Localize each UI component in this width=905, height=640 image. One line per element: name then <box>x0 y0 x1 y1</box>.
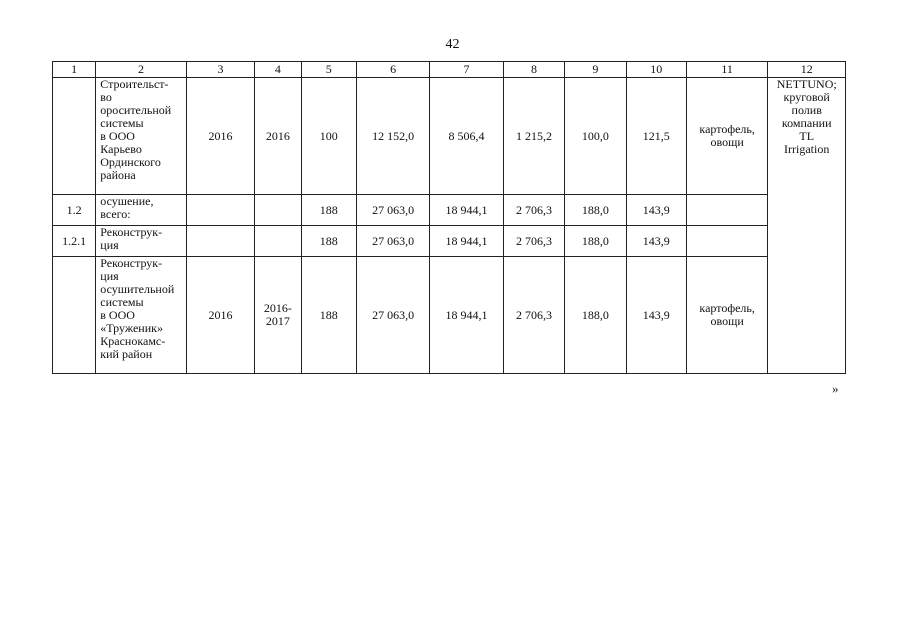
header-cell: 6 <box>356 62 429 78</box>
cell-crops <box>686 226 768 257</box>
header-cell: 3 <box>186 62 254 78</box>
cell-value-6: 27 063,0 <box>356 226 429 257</box>
header-cell: 10 <box>626 62 686 78</box>
text-line: ция <box>100 238 119 252</box>
header-cell: 2 <box>96 62 187 78</box>
cell-year-start <box>186 195 254 226</box>
cell-year-start: 2016 <box>186 78 254 195</box>
text-line: 2017 <box>265 314 290 328</box>
cell-year-start: 2016 <box>186 257 254 374</box>
closing-quote: » <box>832 381 839 396</box>
object-name <box>96 78 187 195</box>
text-line: всего: <box>100 207 131 221</box>
text-line: района <box>100 168 136 182</box>
cell-area: 100 <box>301 78 356 195</box>
text-line: 2016- <box>263 301 292 315</box>
cell-year-end <box>255 226 301 257</box>
text-line: картофель, <box>699 301 755 315</box>
table-row <box>53 195 846 226</box>
text-line: Irrigation <box>784 142 830 156</box>
text-line: ция <box>100 269 119 283</box>
table-row <box>53 78 846 195</box>
header-cell: 1 <box>53 62 96 78</box>
table-row <box>53 226 846 257</box>
cell-value-10: 143,9 <box>626 226 686 257</box>
text-line: TL <box>799 129 815 143</box>
text-line: NETTUNO; <box>776 77 837 91</box>
cell-value-6: 27 063,0 <box>356 195 429 226</box>
text-line: полив <box>791 103 822 117</box>
text-line: овощи <box>710 135 744 149</box>
cell-value-8: 2 706,3 <box>503 257 564 374</box>
cell-value-9: 100,0 <box>565 78 626 195</box>
cell-crops <box>686 257 768 374</box>
header-row <box>53 62 846 78</box>
cell-year-end <box>255 257 301 374</box>
header-cell: 5 <box>301 62 356 78</box>
text-line: во <box>100 90 112 104</box>
text-line: круговой <box>783 90 830 104</box>
cell-value-10: 143,9 <box>626 195 686 226</box>
text-line: «Труженик» <box>100 321 163 335</box>
table-row <box>53 257 846 374</box>
cell-value-6: 27 063,0 <box>356 257 429 374</box>
cell-value-7: 18 944,1 <box>430 257 503 374</box>
data-table <box>52 61 846 374</box>
text-line: системы <box>100 116 144 130</box>
cell-year-start <box>186 226 254 257</box>
cell-year-end <box>255 195 301 226</box>
cell-area: 188 <box>301 226 356 257</box>
text-line: осушение, <box>100 194 154 208</box>
cell-area: 188 <box>301 195 356 226</box>
cell-value-7: 8 506,4 <box>430 78 503 195</box>
cell-value-9: 188,0 <box>565 257 626 374</box>
cell-value-8: 2 706,3 <box>503 226 564 257</box>
cell-crops <box>686 78 768 195</box>
header-cell: 8 <box>503 62 564 78</box>
header-cell: 11 <box>686 62 768 78</box>
cell-value-8: 2 706,3 <box>503 195 564 226</box>
text-line: Реконструк- <box>100 225 163 239</box>
text-line: системы <box>100 295 144 309</box>
object-name <box>96 226 187 257</box>
cell-value-10: 143,9 <box>626 257 686 374</box>
cell-value-6: 12 152,0 <box>356 78 429 195</box>
text-line: компании <box>781 116 832 130</box>
text-line: Краснокамс- <box>100 334 166 348</box>
text-line: Реконструк- <box>100 256 163 270</box>
row-number <box>53 78 96 195</box>
page-number: 42 <box>445 37 460 52</box>
header-cell: 9 <box>565 62 626 78</box>
text-line: в ООО <box>100 129 135 143</box>
row-number <box>53 257 96 374</box>
header-cell: 7 <box>430 62 503 78</box>
text-line: оросительной <box>100 103 172 117</box>
text-line: осушительной <box>100 282 175 296</box>
cell-crops <box>686 195 768 226</box>
text-line: Ординского <box>100 155 161 169</box>
cell-value-8: 1 215,2 <box>503 78 564 195</box>
object-name <box>96 195 187 226</box>
text-line: картофель, <box>699 122 755 136</box>
header-cell: 12 <box>768 62 846 78</box>
text-line: кий район <box>100 347 153 361</box>
cell-value-10: 121,5 <box>626 78 686 195</box>
cell-value-7: 18 944,1 <box>430 226 503 257</box>
object-name <box>96 257 187 374</box>
text-line: Строительст- <box>100 77 169 91</box>
row-number: 1.2 <box>53 195 96 226</box>
cell-value-7: 18 944,1 <box>430 195 503 226</box>
row-number: 1.2.1 <box>53 226 96 257</box>
text-line: в ООО <box>100 308 135 322</box>
cell-equipment <box>768 78 846 374</box>
cell-area: 188 <box>301 257 356 374</box>
header-cell: 4 <box>255 62 301 78</box>
cell-value-9: 188,0 <box>565 195 626 226</box>
text-line: Карьево <box>100 142 142 156</box>
cell-value-9: 188,0 <box>565 226 626 257</box>
text-line: овощи <box>710 314 744 328</box>
cell-year-end: 2016 <box>255 78 301 195</box>
